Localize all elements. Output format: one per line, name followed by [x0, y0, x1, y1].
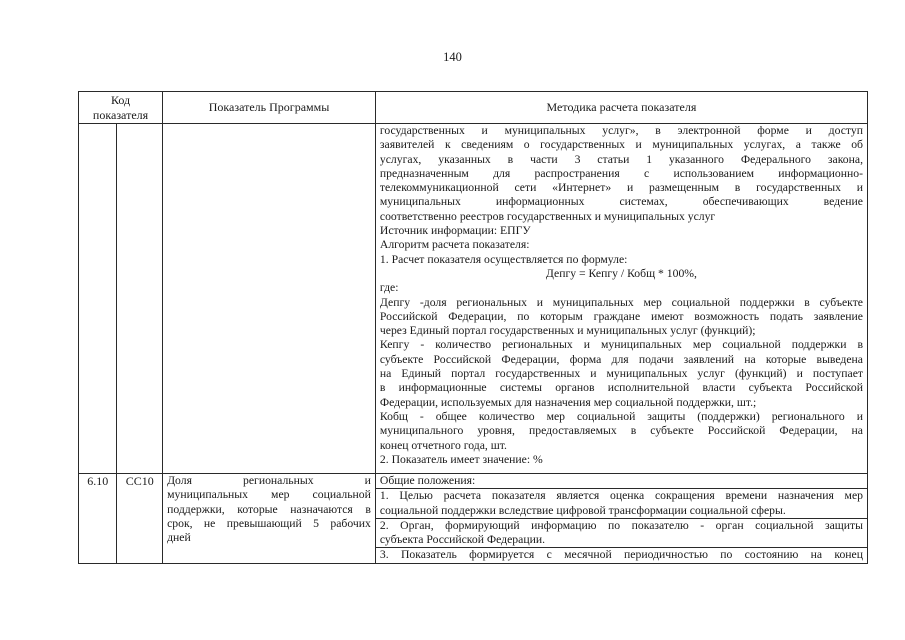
method-segment: [376, 474, 867, 489]
method-text-line: Депгу = Кепгу / Кобщ * 100%,: [545, 266, 697, 280]
row2-num-cell: 6.10: [79, 474, 117, 564]
header-code: Код показателя: [79, 92, 163, 124]
method-text-line: социальной поддержки вследствие цифровой трансформации социальной сферы.: [379, 503, 786, 517]
method-text-line: субъекте Российской Федерации, форма для подачи заявлений на которые выведена: [379, 352, 863, 366]
header-method: Методика расчета показателя: [375, 92, 867, 124]
indicator-text-line: поддержки, которые назначаются в: [167, 502, 371, 516]
method-text-line: Кепгу - количество региональных и муниципальных мер социальной поддержки в: [379, 338, 863, 352]
method-text-line: Источник информации: ЕПГУ: [379, 224, 531, 238]
row2-indicator-cell: [163, 474, 376, 564]
indicator-text-line: муниципальных мер социальной: [167, 488, 371, 502]
indicator-text-line: Доля региональных и: [167, 474, 371, 487]
table-row: [79, 474, 868, 564]
method-text-line: муниципальных информационных системах, обеспечивающих ведение: [379, 195, 863, 209]
method-text-line: где:: [379, 281, 399, 295]
method-text-line: государственных и муниципальных услуг», в электронной форме и доступ: [379, 124, 863, 137]
row2-method-cell: [375, 474, 867, 564]
row1-method-cell: [375, 124, 867, 474]
method-text-line: 2. Показатель имеет значение: %: [379, 452, 543, 466]
indicator-text-line: дней: [167, 531, 191, 545]
method-text-line: 1. Целью расчета показателя является оценка сокращения времени назначения мер: [379, 489, 863, 503]
method-segment: [376, 548, 867, 562]
method-text-line: 3. Показатель формируется с месячной периодичностью по состоянию на конец: [379, 548, 863, 562]
method-text-line: в информационные системы органов исполнительной власти субъекта Российской: [379, 381, 863, 395]
indicators-table: [78, 91, 868, 564]
method-text-line: предназначенным для распространения с использованием информационно-: [379, 166, 863, 180]
method-text-line: услугах, указанных в части 3 статьи 1 указанного Федерального закона,: [379, 152, 863, 166]
method-text-line: Общие положения:: [379, 474, 476, 487]
row2-indicator-text: [167, 474, 371, 545]
method-text-line: Российской Федерации, по которым граждане имеют возможность подать заявление: [379, 309, 863, 323]
row1-num-cell: [79, 124, 117, 474]
method-text-line: заявителей к сведениям о государственных и муниципальных услугах, а также об: [379, 138, 863, 152]
method-text-line: Депгу -доля региональных и муниципальных мер социальной поддержки в субъекте: [379, 295, 863, 309]
method-text-line: на Единый портал государственных и муниципальных услуг (функций) и поступает: [379, 367, 863, 381]
table-header-row: [79, 92, 868, 124]
row1-method-text: [380, 124, 863, 467]
method-segment: [376, 489, 867, 519]
method-text-line: Федерации, используемых для назначения мер социальной поддержки, шт.;: [379, 395, 757, 409]
method-text-line: телекоммуникационной сети «Интернет» и размещенным в государственных и: [379, 181, 863, 195]
row2-method-segments: [376, 474, 867, 563]
method-text-line: 2. Орган, формирующий информацию по показателю - орган социальной защиты: [379, 518, 863, 532]
method-text-line: Кобщ - общее количество мер социальной защиты (поддержки) регионального и: [379, 409, 863, 423]
row2-code-cell: СС10: [117, 474, 163, 564]
page-number: 140: [443, 50, 462, 64]
table-row: [79, 124, 868, 474]
header-indicator: Показатель Программы: [163, 92, 376, 124]
method-text-line: соответственно реестров государственных и муниципальных услуг: [379, 209, 716, 223]
method-text-line: через Единый портал государственных и муниципальных услуг (функций);: [379, 324, 756, 338]
method-text-line: конец отчетного года, шт.: [379, 438, 507, 452]
method-segment: [376, 519, 867, 549]
row1-indicator-cell: [163, 124, 376, 474]
method-text-line: субъекта Российской Федерации.: [379, 533, 546, 547]
method-text-line: 1. Расчет показателя осуществляется по формуле:: [379, 252, 628, 266]
method-text-line: муниципального уровня, предоставляемых в субъекте Российской Федерации, на: [379, 424, 863, 438]
method-text-line: Алгоритм расчета показателя:: [379, 238, 530, 252]
row1-code-cell: [117, 124, 163, 474]
indicator-text-line: срок, не превышающий 5 рабочих: [167, 516, 371, 530]
